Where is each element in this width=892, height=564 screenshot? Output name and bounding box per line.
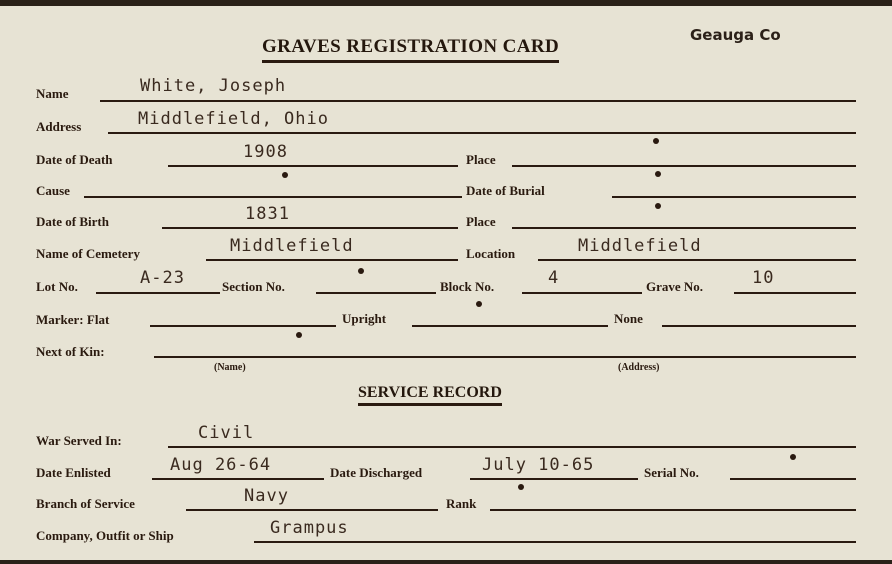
place-of-birth-line — [512, 227, 856, 229]
date-of-death-value: 1908 — [243, 142, 288, 162]
dot-mark — [358, 268, 364, 274]
dot-mark — [655, 203, 661, 209]
cemetery-label: Name of Cemetery — [36, 246, 140, 261]
serial-no-line — [730, 478, 856, 480]
name-line — [100, 100, 856, 102]
cause-line — [84, 196, 462, 198]
grave-no-line — [734, 292, 856, 294]
upright-label: Upright — [342, 311, 387, 326]
date-of-death-label: Date of Death — [36, 152, 113, 167]
none-label: None — [614, 311, 643, 326]
branch-label: Branch of Service — [36, 496, 135, 511]
dot-mark — [653, 138, 659, 144]
place-of-death-line — [512, 165, 856, 167]
war-served-value: Civil — [198, 423, 255, 443]
next-of-kin-label: Next of Kin: — [36, 344, 105, 359]
date-of-burial-line — [612, 196, 856, 198]
dot-mark — [518, 484, 524, 490]
lot-no-value: A-23 — [140, 268, 185, 288]
section-no-label: Section No. — [222, 279, 285, 294]
service-record-heading: SERVICE RECORD — [358, 384, 502, 406]
name-label: Name — [36, 86, 69, 101]
date-of-birth-value: 1831 — [245, 204, 290, 224]
date-of-burial-label: Date of Burial — [466, 183, 545, 198]
block-no-value: 4 — [548, 268, 560, 288]
cemetery-line — [206, 259, 458, 261]
marker-flat-line — [150, 325, 336, 327]
date-of-death-line — [168, 165, 458, 167]
grave-no-value: 10 — [752, 268, 775, 288]
grave-no-label: Grave No. — [646, 279, 704, 294]
company-label: Company, Outfit or Ship — [36, 528, 174, 543]
dot-mark — [655, 171, 661, 177]
date-of-birth-label: Date of Birth — [36, 214, 109, 229]
card-title: GRAVES REGISTRATION CARD — [262, 36, 559, 63]
company-value: Grampus — [270, 518, 349, 538]
cause-label: Cause — [36, 183, 70, 198]
date-discharged-value: July 10-65 — [482, 455, 595, 475]
name-caption: (Name) — [214, 362, 246, 373]
address-caption: (Address) — [618, 362, 660, 373]
address-value: Middlefield, Ohio — [138, 109, 329, 129]
address-label: Address — [36, 119, 82, 134]
none-line — [662, 325, 856, 327]
serial-no-label: Serial No. — [644, 465, 699, 480]
date-enlisted-line — [152, 478, 324, 480]
date-enlisted-value: Aug 26-64 — [170, 455, 272, 475]
marker-flat-label: Marker: Flat — [36, 312, 110, 327]
date-enlisted-label: Date Enlisted — [36, 465, 111, 480]
dot-mark — [282, 172, 288, 178]
section-no-line — [316, 292, 436, 294]
upright-line — [412, 325, 608, 327]
war-served-label: War Served In: — [36, 433, 122, 448]
location-line — [538, 259, 856, 261]
block-no-label: Block No. — [440, 279, 495, 294]
company-line — [254, 541, 856, 543]
location-value: Middlefield — [578, 236, 702, 256]
rank-line — [490, 509, 856, 511]
branch-value: Navy — [244, 486, 289, 506]
dot-mark — [476, 301, 482, 307]
dot-mark — [790, 454, 796, 460]
date-discharged-line — [470, 478, 638, 480]
war-served-line — [168, 446, 856, 448]
location-label: Location — [466, 246, 516, 261]
date-of-birth-line — [162, 227, 458, 229]
date-discharged-label: Date Discharged — [330, 465, 423, 480]
dot-mark — [296, 332, 302, 338]
block-no-line — [522, 292, 642, 294]
address-line — [108, 132, 856, 134]
county-annotation: Geauga Co — [690, 26, 781, 44]
rank-label: Rank — [446, 496, 477, 511]
cemetery-value: Middlefield — [230, 236, 354, 256]
lot-no-line — [96, 292, 220, 294]
name-value: White, Joseph — [140, 76, 287, 96]
lot-no-label: Lot No. — [36, 279, 78, 294]
branch-line — [186, 509, 438, 511]
place-of-death-label: Place — [466, 152, 496, 167]
place-of-birth-label: Place — [466, 214, 496, 229]
next-of-kin-line — [154, 356, 856, 358]
